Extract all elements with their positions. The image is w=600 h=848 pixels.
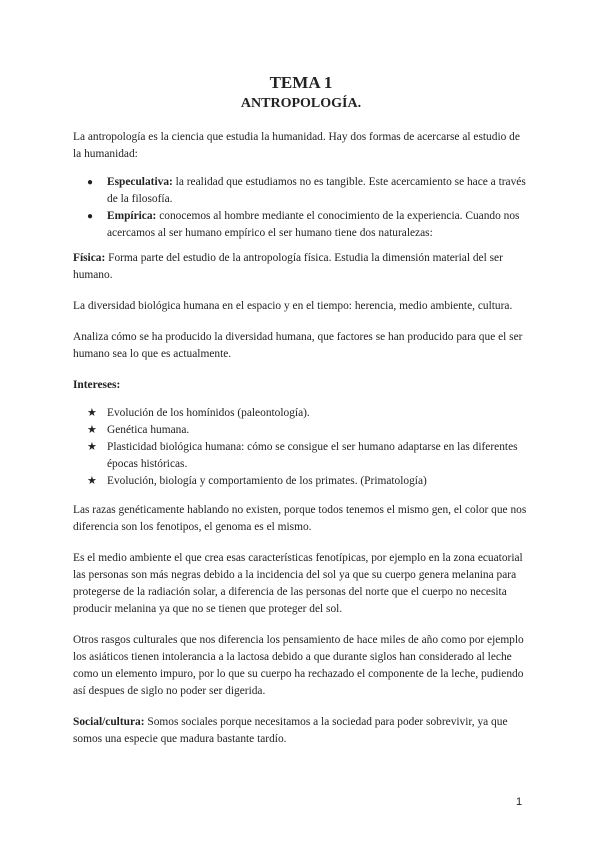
bullet-icon: ● bbox=[87, 211, 94, 222]
approach-text: la realidad que estudiamos no es tangible. Este acercamiento se hace a través de la filosofía. bbox=[107, 176, 526, 205]
list-item: ★ Plasticidad biológica humana: cómo se consigue el ser humano adaptarse en las diferentes épocas históricas. bbox=[87, 441, 518, 470]
intereses-heading: Intereses: bbox=[73, 379, 121, 391]
term-social: Social/cultura: bbox=[73, 716, 145, 728]
social-paragraph bbox=[73, 714, 529, 748]
term-especulativa: Especulativa: bbox=[107, 176, 173, 188]
intro-paragraph: La antropología es la ciencia que estudia la humanidad. Hay dos formas de acercarse al estudio de la humanidad: bbox=[73, 131, 520, 160]
social-text: Somos sociales porque necesitamos a la sociedad para poder sobrevivir, ya que somos una especie que madura bastante tardío. bbox=[73, 716, 508, 745]
analiza-paragraph: Analiza cómo se ha producido la diversidad humana, que factores se han producido para que el ser humano sea lo que es actualmente. bbox=[73, 331, 523, 360]
list-item bbox=[73, 174, 529, 208]
bullet-icon: ● bbox=[87, 177, 94, 188]
page-subtitle: ANTROPOLOGÍA. bbox=[240, 96, 362, 111]
diversity-paragraph: La diversidad biológica humana en el espacio y en el tiempo: herencia, medio ambiente, cultura. bbox=[73, 300, 513, 312]
page-title: TEMA 1 bbox=[269, 73, 333, 92]
list-item: ★ Evolución de los homínidos (paleontología). bbox=[73, 405, 529, 422]
term-fisica: Física: bbox=[73, 252, 106, 264]
list-item: ★ Evolución, biología y comportamiento de los primates. (Primatología) bbox=[73, 473, 529, 490]
star-icon: ★ bbox=[87, 475, 97, 487]
intereses-list bbox=[73, 405, 529, 490]
approach-text: conocemos al hombre mediante el conocimiento de la experiencia. Cuando nos acercamos al ser humano empírico el ser humano tiene dos naturalezas: bbox=[107, 210, 520, 239]
star-icon: ★ bbox=[87, 424, 97, 436]
page-number: 1 bbox=[516, 796, 523, 808]
approaches-list bbox=[73, 174, 529, 242]
medio-paragraph: Es el medio ambiente el que crea esas características fenotípicas, por ejemplo en la zona ecuatorial las personas son más negras debido a la incidencia del sol ya que su cuerpo genera melanina para protegerse de la radiación solar, a diferencia de las personas del norte que el cuerpo no necesita producir melanina ya que no se tienen que proteger del sol. bbox=[73, 552, 523, 615]
list-item: ★ Genética humana. bbox=[73, 422, 529, 439]
fisica-paragraph bbox=[73, 250, 529, 284]
star-icon: ★ bbox=[87, 407, 97, 419]
list-item bbox=[73, 208, 529, 242]
term-empirica: Empírica: bbox=[107, 210, 157, 222]
fisica-text: Forma parte del estudio de la antropología física. Estudia la dimensión material del ser humano. bbox=[73, 252, 503, 281]
star-icon: ★ bbox=[87, 441, 97, 453]
document-page bbox=[73, 72, 529, 748]
rasgos-paragraph: Otros rasgos culturales que nos diferencia los pensamiento de hace miles de año como por ejemplo los asiáticos tienen intolerancia a la lactosa debido a que durante siglos han considerado al leche como un elemento impuro, por lo que su cuerpo ha rechazado el componente de la leche, pudiendo así despues de siglo no poder ser digerida. bbox=[73, 634, 524, 697]
razas-paragraph: Las razas genéticamente hablando no existen, porque todos tenemos el mismo gen, el color que nos diferencia son los fenotipos, el genoma es el mismo. bbox=[73, 504, 527, 533]
